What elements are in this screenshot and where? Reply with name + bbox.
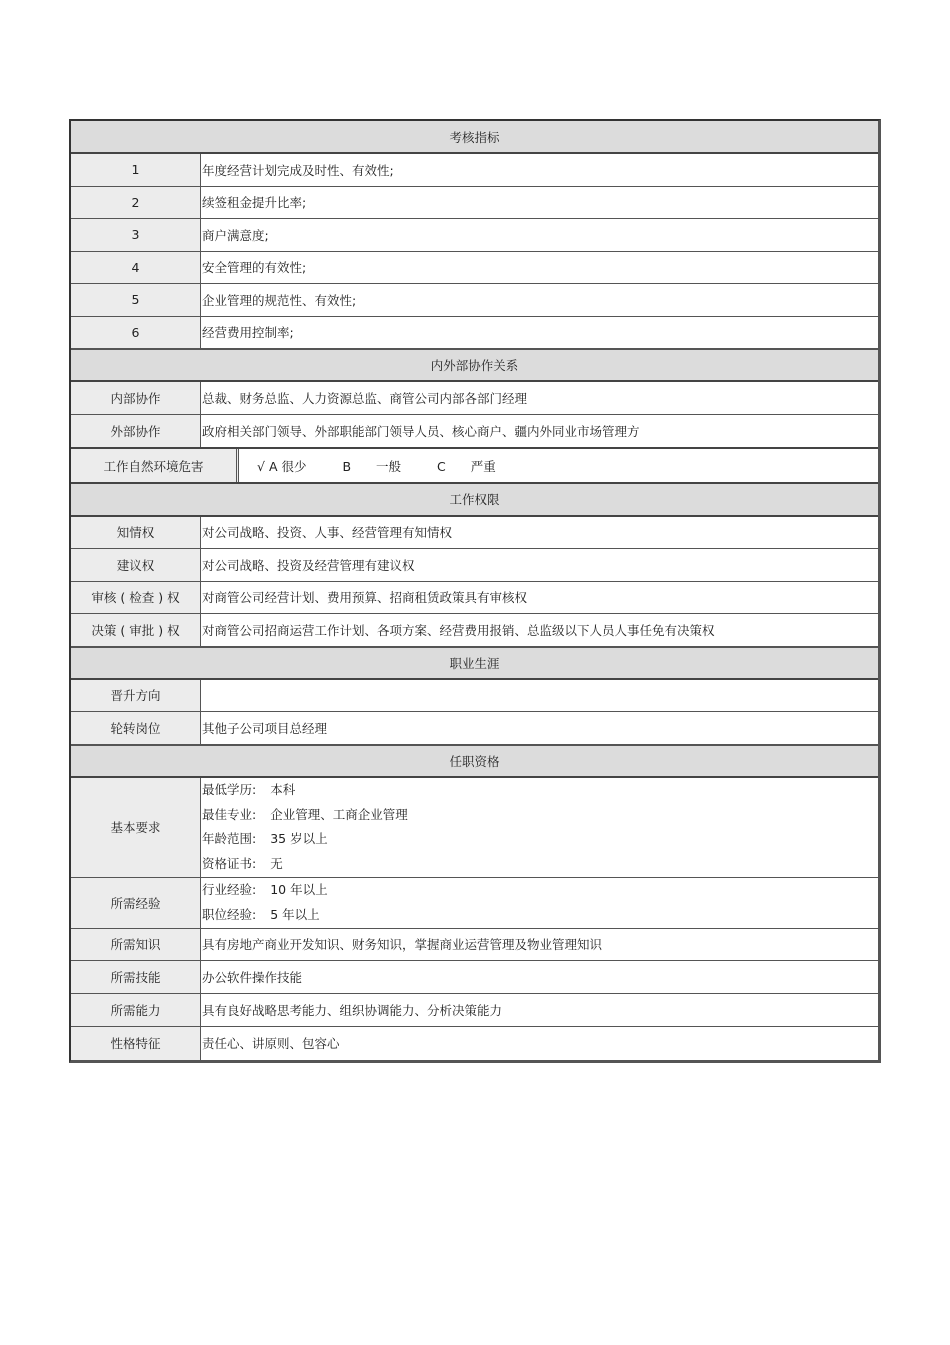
requirement-key: 年龄范围: [202, 831, 257, 846]
requirement-value: 无 [270, 855, 283, 871]
requirement-key: 行业经验: [202, 882, 257, 897]
table-row [71, 1027, 878, 1060]
row-label: 建议权 [71, 549, 201, 581]
row-value: 年度经营计划完成及时性、有效性; [202, 162, 394, 178]
row-value: 责任心、讲原则、包容心 [202, 1036, 340, 1052]
requirement-value: 本科 [270, 782, 296, 797]
row-value: 安全管理的有效性; [202, 260, 307, 276]
row-value: 其他子公司项目总经理 [202, 720, 328, 736]
section-title: 职业生涯 [449, 655, 500, 671]
table-row [71, 778, 878, 878]
row-number: 3 [71, 219, 201, 251]
table-row [71, 154, 878, 187]
section-header-career [71, 647, 878, 680]
row-number: 5 [71, 284, 201, 316]
section-title: 任职资格 [449, 753, 500, 769]
row-value: 具有良好战略思考能力、组织协调能力、分析决策能力 [202, 1003, 503, 1018]
hazard-option-high: C 严重 [437, 458, 496, 474]
row-number: 6 [71, 317, 201, 349]
requirement-value: 企业管理、工商企业管理 [270, 806, 408, 822]
row-label: 轮转岗位 [71, 712, 201, 744]
requirement-key: 职位经验: [202, 906, 257, 922]
row-value: 对公司战略、投资、人事、经营管理有知情权 [202, 525, 453, 541]
row-label: 知情权 [71, 517, 201, 549]
environment-hazard-options [239, 449, 878, 482]
requirement-value: 35 岁以上 [270, 831, 328, 846]
row-value [201, 680, 878, 712]
row-value: 商户满意度; [202, 227, 269, 243]
requirement-value: 5 年以上 [270, 906, 320, 922]
requirement-line [202, 827, 328, 852]
row-value: 对商管公司招商运营工作计划、各项方案、经营费用报销、总监级以下人员人事任免有决策权 [202, 622, 715, 638]
table-row [71, 187, 878, 220]
row-value: 对商管公司经营计划、费用预算、招商租赁政策具有审核权 [202, 590, 528, 606]
table-row [71, 614, 878, 647]
row-label: 所需经验 [71, 878, 201, 928]
row-value [201, 878, 878, 928]
row-label: 外部协作 [71, 415, 201, 448]
hazard-option-medium: B 一般 [342, 458, 402, 474]
hazard-option-low: √ A 很少 [257, 458, 307, 474]
table-row [71, 549, 878, 582]
row-label: 所需知识 [71, 929, 201, 961]
table-row [71, 317, 878, 350]
row-number: 2 [71, 187, 201, 219]
row-label: 内部协作 [71, 382, 201, 414]
table-row [71, 994, 878, 1027]
section-title: 内外部协作关系 [430, 358, 519, 373]
job-description-page [69, 119, 881, 1063]
requirement-value: 10 年以上 [270, 882, 328, 897]
row-label: 所需技能 [71, 961, 201, 993]
table-row [71, 680, 878, 713]
section-header-cooperation [71, 349, 878, 382]
row-label: 性格特征 [71, 1027, 201, 1060]
row-label: 所需能力 [71, 994, 201, 1026]
row-number: 1 [71, 154, 201, 186]
row-value: 对公司战略、投资及经营管理有建议权 [202, 557, 415, 573]
section-title: 考核指标 [449, 129, 500, 145]
requirement-line [202, 778, 295, 803]
environment-hazard-label: 工作自然环境危害 [71, 449, 239, 482]
section-header-kpi [71, 121, 878, 154]
table-row [71, 284, 878, 317]
table-row [71, 382, 878, 415]
row-value: 政府相关部门领导、外部职能部门领导人员、核心商户、疆内外同业市场管理方 [202, 423, 640, 439]
section-header-qualification [71, 745, 878, 778]
table-row [71, 929, 878, 962]
row-value: 总裁、财务总监、人力资源总监、商管公司内部各部门经理 [202, 390, 528, 406]
table-row [71, 252, 878, 285]
requirement-key: 最低学历: [202, 782, 257, 797]
row-label: 审核 ( 检查 ) 权 [71, 582, 201, 614]
table-row [71, 878, 878, 929]
table-row [71, 415, 878, 448]
requirement-line [202, 878, 328, 903]
requirement-key: 资格证书: [202, 855, 257, 871]
row-value [201, 778, 878, 877]
section-header-authority [71, 484, 878, 517]
row-value: 经营费用控制率; [202, 325, 294, 341]
row-value: 办公软件操作技能 [202, 970, 303, 985]
table-row [71, 961, 878, 994]
table-row [71, 712, 878, 745]
row-label: 基本要求 [71, 778, 201, 877]
requirement-line [202, 852, 283, 877]
row-label: 决策 ( 审批 ) 权 [71, 614, 201, 646]
row-label: 晋升方向 [71, 680, 201, 712]
row-value: 企业管理的规范性、有效性; [202, 292, 357, 308]
requirement-line [202, 803, 408, 828]
requirement-key: 最佳专业: [202, 806, 257, 822]
table-row [71, 219, 878, 252]
row-value: 具有房地产商业开发知识、财务知识，掌握商业运营管理及物业管理知识 [202, 937, 603, 953]
row-value: 续签租金提升比率; [202, 195, 307, 211]
row-number: 4 [71, 252, 201, 284]
job-description-table [69, 119, 881, 1063]
environment-hazard-row [71, 447, 878, 484]
requirement-line [202, 903, 320, 928]
section-title: 工作权限 [449, 492, 500, 508]
table-row [71, 582, 878, 615]
table-row [71, 517, 878, 550]
